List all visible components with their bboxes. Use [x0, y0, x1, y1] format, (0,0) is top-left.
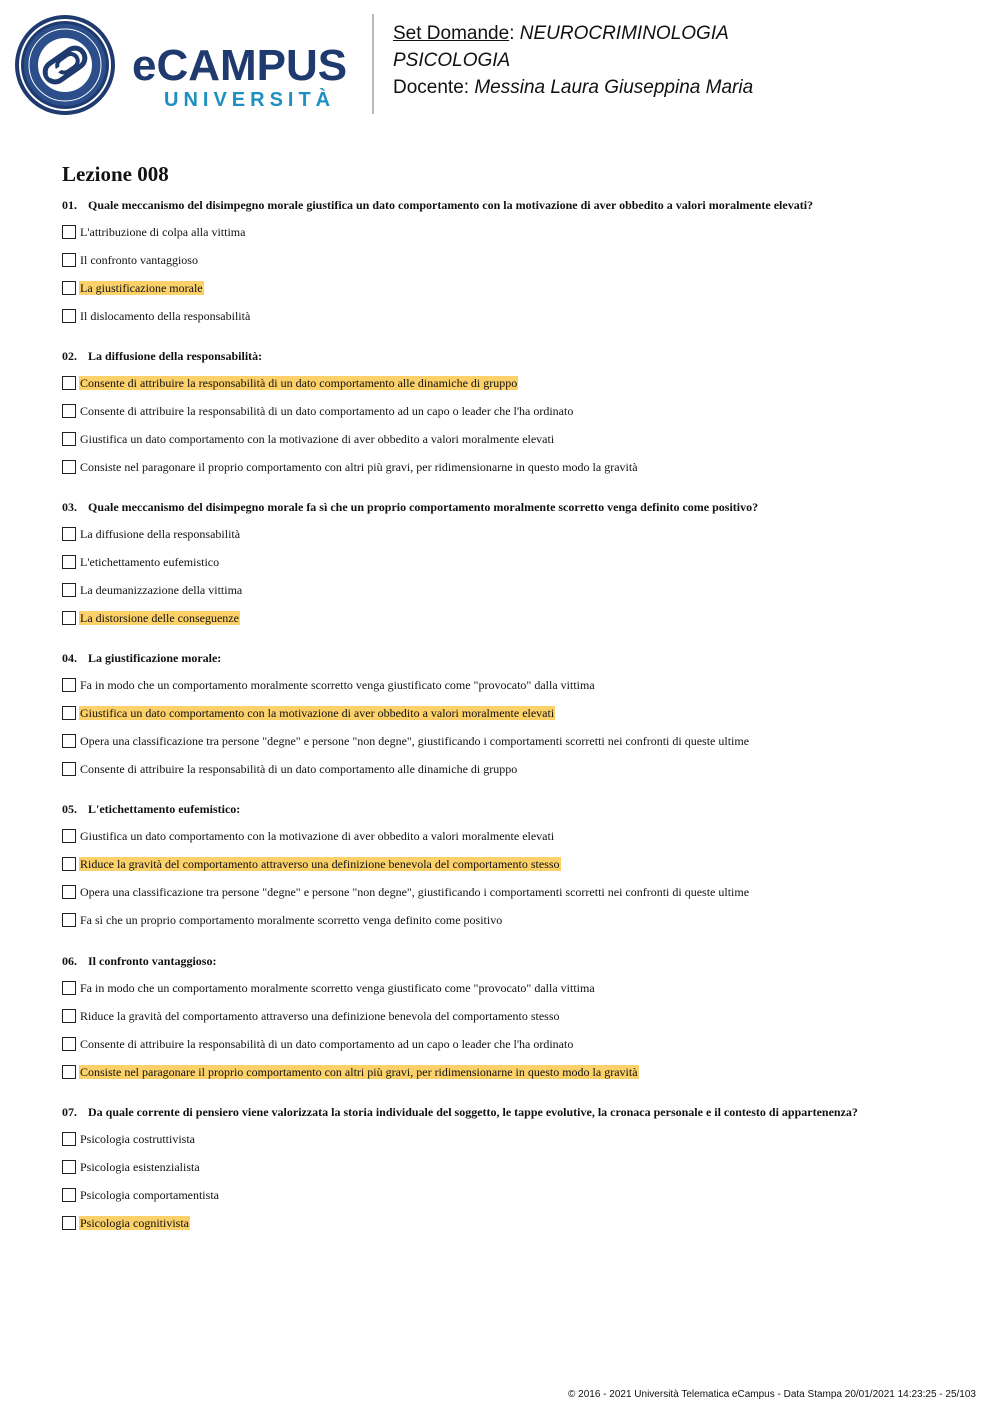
- answer-checkbox[interactable]: [62, 1065, 76, 1079]
- ecampus-logo: [14, 14, 359, 118]
- answer-option[interactable]: [62, 224, 246, 240]
- answer-checkbox[interactable]: [62, 404, 76, 418]
- logo-subtitle: UNIVERSITÀ: [164, 89, 336, 111]
- answer-option[interactable]: [62, 252, 199, 268]
- correct-answer-label: La giustificazione morale: [80, 281, 203, 295]
- answer-label: Giustifica un dato comportamento con la motivazione di aver obbedito a valori moralmente elevati: [80, 829, 555, 843]
- answer-checkbox[interactable]: [62, 432, 76, 446]
- question-text: [62, 349, 262, 364]
- answer-checkbox[interactable]: [62, 762, 76, 776]
- answer-option[interactable]: [62, 733, 750, 749]
- answer-option[interactable]: [62, 554, 220, 570]
- correct-answer-label: Riduce la gravità del comportamento attraverso una definizione benevola del comportamento stesso: [80, 857, 560, 871]
- question-number: 04.: [62, 651, 77, 665]
- answer-label: Riduce la gravità del comportamento attraverso una definizione benevola del comportamento stesso: [80, 1009, 560, 1023]
- answer-label: Fa in modo che un comportamento moralmente scorretto venga giustificato come "provocato" dalla vittima: [80, 678, 595, 692]
- answer-checkbox[interactable]: [62, 555, 76, 569]
- answer-label: Psicologia comportamentista: [80, 1188, 219, 1202]
- answer-option[interactable]: [62, 677, 596, 693]
- answer-label: Consente di attribuire la responsabilità di un dato comportamento ad un capo o leader che l'ha ordinato: [80, 404, 574, 418]
- question-text: [62, 1105, 858, 1120]
- correct-answer-label: La distorsione delle conseguenze: [80, 611, 239, 625]
- answer-checkbox[interactable]: [62, 1132, 76, 1146]
- answer-option[interactable]: [62, 375, 518, 391]
- answer-label: Il confronto vantaggioso: [80, 253, 198, 267]
- answer-option[interactable]: [62, 856, 561, 872]
- answer-checkbox[interactable]: [62, 1009, 76, 1023]
- header-divider: [372, 14, 374, 114]
- set-value: NEUROCRIMINOLOGIA: [519, 23, 729, 44]
- question-number: 05.: [62, 802, 77, 816]
- answer-option[interactable]: [62, 403, 574, 419]
- question-number: 07.: [62, 1105, 77, 1119]
- answer-option[interactable]: [62, 1008, 561, 1024]
- answer-checkbox[interactable]: [62, 527, 76, 541]
- ecampus-seal-icon: [14, 14, 116, 116]
- answer-checkbox[interactable]: [62, 611, 76, 625]
- question-text: [62, 651, 221, 666]
- answer-label: Opera una classificazione tra persone "degne" e persone "non degne", giustificando i comportamenti scorretti nei confronti di queste ultime: [80, 734, 750, 748]
- answer-checkbox[interactable]: [62, 281, 76, 295]
- answer-label: Fa sì che un proprio comportamento moralmente scorretto venga definito come positivo: [80, 913, 503, 927]
- answer-checkbox[interactable]: [62, 225, 76, 239]
- header-info: [393, 20, 753, 101]
- question-text: [62, 954, 216, 969]
- answer-option[interactable]: [62, 1159, 201, 1175]
- answer-checkbox[interactable]: [62, 706, 76, 720]
- docente-label: Docente:: [393, 77, 470, 98]
- answer-option[interactable]: [62, 1064, 639, 1080]
- question-label: La diffusione della responsabilità:: [88, 349, 263, 363]
- answer-option[interactable]: [62, 980, 596, 996]
- answer-checkbox[interactable]: [62, 309, 76, 323]
- answer-label: La deumanizzazione della vittima: [80, 583, 243, 597]
- docente-value: Messina Laura Giuseppina Maria: [474, 77, 754, 98]
- docente-line: [393, 74, 753, 101]
- answer-label: L'attribuzione di colpa alla vittima: [80, 225, 246, 239]
- question-label: La giustificazione morale:: [88, 651, 222, 665]
- answer-checkbox[interactable]: [62, 678, 76, 692]
- correct-answer-label: Giustifica un dato comportamento con la motivazione di aver obbedito a valori moralmente elevati: [80, 706, 555, 720]
- answer-label: Consente di attribuire la responsabilità di un dato comportamento ad un capo o leader che l'ha ordinato: [80, 1037, 574, 1051]
- answer-option[interactable]: [62, 526, 241, 542]
- answer-option[interactable]: [62, 761, 518, 777]
- set-line: Set Domande: NEUROCRIMINOLOGIA: [393, 23, 729, 44]
- answer-checkbox[interactable]: [62, 460, 76, 474]
- answer-checkbox[interactable]: [62, 981, 76, 995]
- answer-label: Giustifica un dato comportamento con la motivazione di aver obbedito a valori moralmente elevati: [80, 432, 555, 446]
- answer-checkbox[interactable]: [62, 857, 76, 871]
- question-label: L'etichettamento eufemistico:: [88, 802, 241, 816]
- answer-checkbox[interactable]: [62, 583, 76, 597]
- logo-wordmark: eCAMPUS: [132, 41, 348, 90]
- answer-option[interactable]: [62, 308, 251, 324]
- answer-label: Consiste nel paragonare il proprio comportamento con altri più gravi, per ridimensionarne in questo modo la gravità: [80, 460, 638, 474]
- answer-label: La diffusione della responsabilità: [80, 527, 241, 541]
- answer-checkbox[interactable]: [62, 253, 76, 267]
- answer-option[interactable]: [62, 582, 243, 598]
- question-text: [62, 198, 813, 213]
- answer-label: Fa in modo che un comportamento moralmente scorretto venga giustificato come "provocato" dalla vittima: [80, 981, 595, 995]
- answer-checkbox[interactable]: [62, 1037, 76, 1051]
- question-number: 01.: [62, 198, 77, 212]
- answer-label: Opera una classificazione tra persone "degne" e persone "non degne", giustificando i comportamenti scorretti nei confronti di queste ultime: [80, 885, 750, 899]
- question-number: 06.: [62, 954, 77, 968]
- set-label: Set Domande: [393, 23, 510, 44]
- answer-option[interactable]: [62, 828, 555, 844]
- correct-answer-label: Consiste nel paragonare il proprio comportamento con altri più gravi, per ridimensionarne in questo modo la gravità: [80, 1065, 638, 1079]
- correct-answer-label: Psicologia cognitivista: [80, 1216, 189, 1230]
- set-line-2: [393, 47, 753, 74]
- answer-checkbox[interactable]: [62, 1188, 76, 1202]
- page-footer: © 2016 - 2021 Università Telematica eCampus - Data Stampa 20/01/2021 14:23:25 - 25/103: [568, 1389, 976, 1400]
- answer-label: Psicologia esistenzialista: [80, 1160, 200, 1174]
- lesson-title: Lezione 008: [62, 162, 169, 186]
- answer-option[interactable]: [62, 610, 240, 626]
- answer-checkbox[interactable]: [62, 913, 76, 927]
- answer-option[interactable]: [62, 459, 639, 475]
- question-text: [62, 500, 758, 515]
- answer-label: Il dislocamento della responsabilità: [80, 309, 251, 323]
- answer-label: L'etichettamento eufemistico: [80, 555, 220, 569]
- question-text: [62, 802, 240, 817]
- question-label: Il confronto vantaggioso:: [88, 954, 217, 968]
- question-number: 03.: [62, 500, 77, 514]
- answer-label: Psicologia costruttivista: [80, 1132, 195, 1146]
- answer-checkbox[interactable]: [62, 376, 76, 390]
- answer-option[interactable]: [62, 912, 503, 928]
- answer-option[interactable]: [62, 280, 204, 296]
- answer-option[interactable]: [62, 884, 750, 900]
- answer-option[interactable]: [62, 705, 555, 721]
- answer-checkbox[interactable]: [62, 734, 76, 748]
- answer-label: Consente di attribuire la responsabilità di un dato comportamento alle dinamiche di gruppo: [80, 762, 518, 776]
- question-number: 02.: [62, 349, 77, 363]
- correct-answer-label: Consente di attribuire la responsabilità di un dato comportamento alle dinamiche di gruppo: [80, 376, 518, 390]
- answer-checkbox[interactable]: [62, 1216, 76, 1230]
- answer-option[interactable]: [62, 1131, 196, 1147]
- answer-option[interactable]: [62, 1036, 574, 1052]
- question-label: Quale meccanismo del disimpegno morale giustifica un dato comportamento con la motivazione di aver obbedito a valori moralmente elevati?: [88, 198, 814, 212]
- answer-option[interactable]: [62, 1215, 190, 1231]
- answer-option[interactable]: [62, 431, 555, 447]
- question-label: Quale meccanismo del disimpegno morale fa sì che un proprio comportamento moralmente scorretto venga definito come positivo?: [88, 500, 759, 514]
- answer-option[interactable]: [62, 1187, 220, 1203]
- answer-checkbox[interactable]: [62, 885, 76, 899]
- set-value-2: PSICOLOGIA: [393, 50, 511, 71]
- answer-checkbox[interactable]: [62, 1160, 76, 1174]
- question-label: Da quale corrente di pensiero viene valorizzata la storia individuale del soggetto, le tappe evolutive, la cronaca personale e il contesto di appartenenza?: [88, 1105, 858, 1119]
- answer-checkbox[interactable]: [62, 829, 76, 843]
